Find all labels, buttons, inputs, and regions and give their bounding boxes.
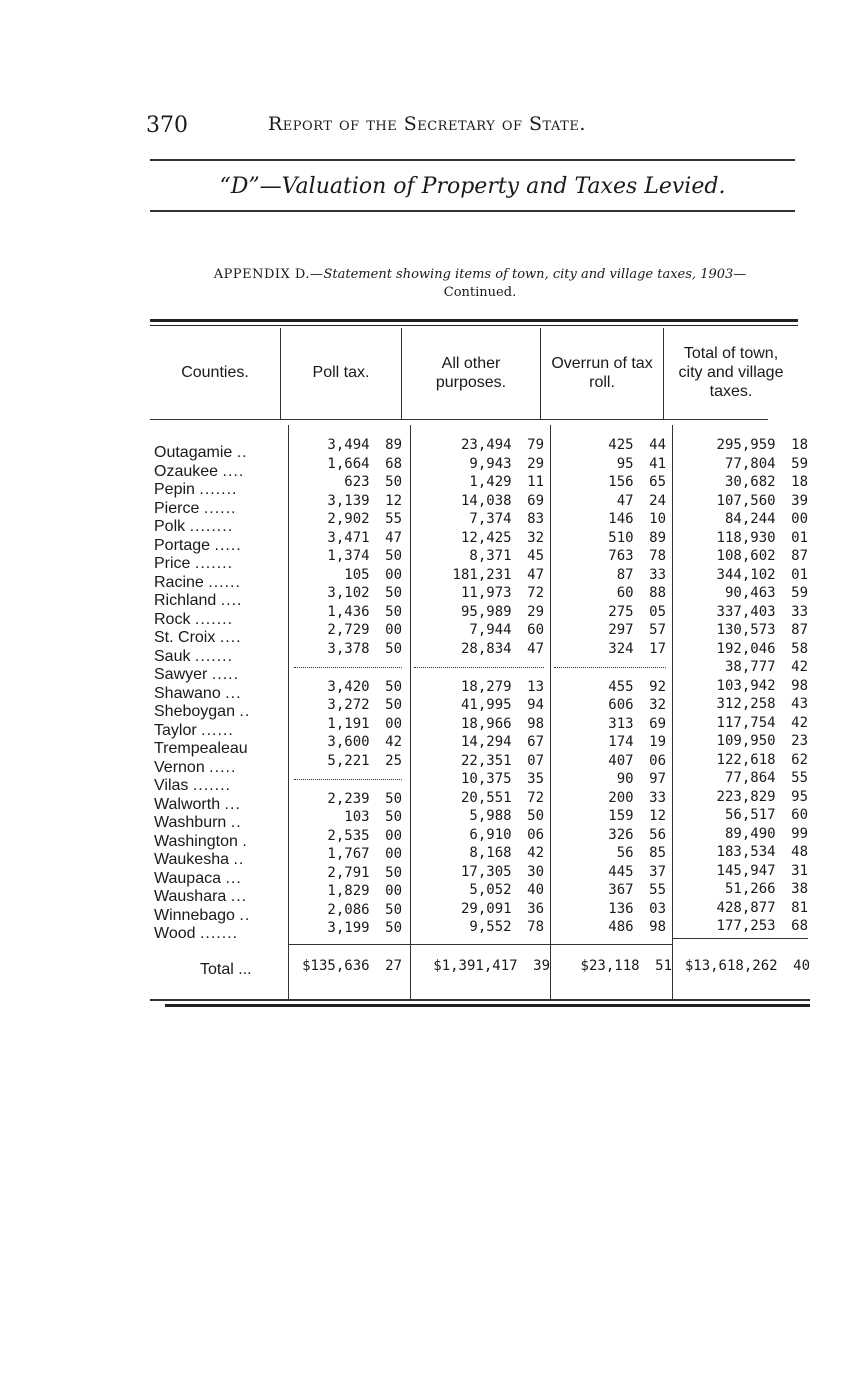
header-underline [541, 419, 663, 420]
total-cell: 177,253 68 [716, 918, 808, 934]
county-name: Sheboygan .. [154, 703, 251, 720]
header-rule-bottom [150, 210, 795, 212]
all-other-cell: 28,834 47 [460, 640, 544, 657]
caption-lead: APPENDIX D.— [213, 267, 324, 282]
county-name: Winnebago .. [154, 906, 251, 924]
poll-tax-cell: 623 50 [344, 474, 402, 490]
county-name: Price ....... [154, 555, 234, 572]
overrun-cell: 200 33 [608, 789, 666, 806]
overrun-cell: 95 41 [616, 455, 666, 472]
county-name: Waukesha .. [154, 851, 245, 868]
total-cell: 183,534 48 [716, 844, 808, 860]
all-other-cell: 1,429 11 [469, 474, 544, 490]
overrun-cell: 606 32 [608, 697, 666, 713]
county-name: Sawyer ..... [154, 666, 240, 683]
poll-tax-cell: 1,829 00 [327, 883, 402, 899]
overrun-cell: 60 88 [616, 585, 666, 601]
county-name: Richland .... [154, 592, 243, 609]
overrun-cell: 407 06 [608, 752, 666, 769]
running-title: Report of the Secretary of State. [268, 113, 586, 135]
table-bottom-rule-thick [165, 1004, 810, 1007]
poll-tax-column [294, 436, 402, 938]
total-grand: $13,618,262 40 [684, 958, 810, 974]
county-name: Taylor ...... [154, 721, 234, 739]
all-other-cell: 9,943 29 [469, 455, 544, 472]
all-other-cell-blank [414, 658, 544, 668]
county-name: Polk ........ [154, 518, 234, 535]
overrun-cell: 324 17 [608, 640, 666, 657]
header-underline [281, 419, 401, 420]
county-name: Racine ...... [154, 573, 241, 591]
total-cell: 51,266 38 [724, 881, 808, 897]
header-underline [150, 419, 280, 420]
total-cell: 122,618 62 [716, 751, 808, 768]
overrun-cell: 47 24 [616, 492, 666, 509]
total-cell: 103,942 98 [716, 677, 808, 694]
header-poll-tax: Poll tax. [312, 364, 370, 381]
all-other-cell: 29,091 36 [460, 900, 544, 917]
overrun-cell-blank [554, 658, 666, 668]
poll-tax-cell: 3,378 50 [327, 640, 402, 657]
total-cell: 30,682 18 [724, 474, 808, 490]
poll-tax-cell: 2,535 00 [327, 827, 402, 844]
page-number: 370 [146, 113, 188, 138]
overrun-cell: 510 89 [608, 529, 666, 546]
county-name: Vilas ....... [154, 777, 231, 794]
county-name: Waushara ... [154, 888, 248, 905]
total-cell: 118,930 01 [716, 529, 808, 546]
county-name: St. Croix .... [154, 629, 242, 646]
poll-tax-cell: 3,199 50 [327, 920, 402, 936]
total-label: Total ... [200, 961, 252, 978]
poll-tax-cell: 1,664 68 [327, 455, 402, 472]
county-name: Portage ..... [154, 536, 242, 554]
all-other-cell: 8,168 42 [469, 845, 544, 861]
overrun-cell: 425 44 [608, 437, 666, 453]
overrun-cell: 297 57 [608, 622, 666, 638]
table-top-rule [150, 319, 798, 322]
total-cell: 38,777 42 [724, 659, 808, 675]
total-cell: 56,517 60 [724, 807, 808, 823]
total-cell: 109,950 23 [716, 733, 808, 749]
all-other-cell: 181,231 47 [452, 566, 544, 583]
all-other-cell: 12,425 32 [460, 529, 544, 546]
overrun-cell: 313 69 [608, 715, 666, 732]
all-other-cell: 14,294 67 [460, 734, 544, 750]
all-other-cell: 17,305 30 [460, 863, 544, 880]
county-name: Pepin ....... [154, 481, 238, 498]
county-name: Sauk ....... [154, 647, 234, 665]
header-underline [402, 419, 540, 420]
poll-tax-cell: 105 00 [344, 566, 402, 583]
county-name: Pierce ...... [154, 499, 237, 517]
all-other-cell: 18,279 13 [460, 678, 544, 695]
county-name: Ozaukee .... [154, 462, 245, 480]
poll-tax-cell: 103 50 [344, 809, 402, 825]
county-name: Washburn .. [154, 814, 242, 831]
total-cell: 130,573 87 [716, 622, 808, 638]
column-divider [550, 425, 551, 1000]
total-cell: 84,244 00 [724, 511, 808, 527]
poll-tax-cell: 3,471 47 [327, 529, 402, 546]
overrun-cell: 174 19 [608, 734, 666, 750]
overrun-cell: 90 97 [616, 771, 666, 787]
total-cell: 312,258 43 [716, 696, 808, 712]
total-column [676, 436, 808, 936]
county-name: Waupaca ... [154, 869, 242, 887]
poll-tax-cell: 2,239 50 [327, 790, 402, 807]
poll-tax-cell: 1,191 00 [327, 715, 402, 732]
total-cell: 337,403 33 [716, 603, 808, 620]
county-name: Walworth ... [154, 795, 241, 813]
overrun-cell: 367 55 [608, 882, 666, 898]
total-cell: 107,560 39 [716, 492, 808, 509]
poll-tax-cell: 2,791 50 [327, 864, 402, 881]
column-divider [288, 425, 289, 1000]
total-cell: 145,947 31 [716, 862, 808, 879]
overrun-cell: 763 78 [608, 548, 666, 564]
all-other-cell: 7,374 83 [469, 511, 544, 527]
poll-tax-cell: 3,102 50 [327, 585, 402, 601]
county-name: Outagamie .. [154, 444, 248, 461]
caption-italic: Statement showing items of town, city and village taxes, 1903— [323, 267, 747, 282]
overrun-cell: 326 56 [608, 826, 666, 843]
column-divider [280, 328, 281, 420]
all-other-cell: 5,988 50 [469, 808, 544, 824]
overrun-cell: 275 05 [608, 603, 666, 620]
all-other-cell: 11,973 72 [460, 585, 544, 601]
all-other-cell: 5,052 40 [469, 882, 544, 898]
total-overrun: $23,118 51 [580, 958, 672, 974]
header-all-other: All other purposes. [435, 354, 507, 391]
total-cell: 77,864 55 [724, 770, 808, 786]
overrun-cell: 136 03 [608, 900, 666, 917]
all-other-cell: 14,038 69 [460, 492, 544, 509]
header-underline [664, 419, 768, 420]
all-other-cell: 18,966 98 [460, 715, 544, 732]
poll-tax-cell: 2,729 00 [327, 622, 402, 638]
overrun-column [554, 436, 666, 937]
header-counties: Counties. [181, 364, 249, 381]
overrun-cell: 486 98 [608, 919, 666, 935]
poll-tax-cell: 3,494 89 [327, 437, 402, 453]
all-other-cell: 6,910 06 [469, 826, 544, 843]
total-cell: 89,490 99 [724, 825, 808, 842]
poll-tax-cell: 5,221 25 [327, 752, 402, 769]
column-divider [401, 328, 402, 420]
counties-column [154, 444, 250, 944]
caption-continued: Continued. [443, 285, 517, 300]
total-cell: 428,877 81 [716, 899, 808, 916]
total-cell: 223,829 95 [716, 788, 808, 805]
all-other-cell: 10,375 35 [460, 771, 544, 787]
poll-tax-cell-blank [294, 658, 402, 668]
column-divider [672, 425, 673, 1000]
county-name: Vernon ..... [154, 758, 237, 776]
section-title: “D”—Valuation of Property and Taxes Levied. [219, 174, 726, 199]
table-bottom-rule [150, 999, 810, 1001]
overrun-cell: 159 12 [608, 808, 666, 824]
total-cell: 108,602 87 [716, 548, 808, 564]
total-poll-tax: $135,636 27 [302, 958, 402, 974]
poll-tax-cell: 2,086 50 [327, 901, 402, 918]
header-overrun: Overrun of tax roll. [551, 354, 653, 391]
overrun-cell: 156 65 [608, 474, 666, 490]
poll-tax-cell: 3,600 42 [327, 734, 402, 750]
all-other-cell: 22,351 07 [460, 752, 544, 769]
total-cell: 117,754 42 [716, 714, 808, 731]
header-rule-top [150, 159, 795, 161]
total-rule [288, 944, 410, 945]
all-other-cell: 41,995 94 [460, 697, 544, 713]
all-other-cell: 8,371 45 [469, 548, 544, 564]
poll-tax-cell: 1,374 50 [327, 548, 402, 564]
column-divider [410, 425, 411, 1000]
total-cell: 192,046 58 [716, 640, 808, 657]
column-divider [540, 328, 541, 420]
poll-tax-cell: 3,139 12 [327, 492, 402, 509]
header-total: Total of town, city and village taxes. [678, 345, 784, 400]
all-other-cell: 95,989 29 [460, 603, 544, 620]
poll-tax-cell: 3,272 50 [327, 697, 402, 713]
total-rule [550, 944, 672, 945]
overrun-cell: 56 85 [616, 845, 666, 861]
overrun-cell: 445 37 [608, 863, 666, 880]
all-other-column [414, 436, 544, 937]
overrun-cell: 87 33 [616, 566, 666, 583]
all-other-cell: 9,552 78 [469, 919, 544, 935]
poll-tax-cell: 1,436 50 [327, 603, 402, 620]
total-cell: 344,102 01 [716, 566, 808, 583]
county-name: Wood ....... [154, 925, 239, 942]
all-other-cell: 7,944 60 [469, 622, 544, 638]
county-name: Rock ....... [154, 610, 234, 628]
overrun-cell: 455 92 [608, 678, 666, 695]
total-cell: 295,959 18 [716, 437, 808, 453]
poll-tax-cell: 2,902 55 [327, 511, 402, 527]
all-other-cell: 20,551 72 [460, 789, 544, 806]
county-name: Shawano ... [154, 684, 242, 702]
total-rule [410, 944, 550, 945]
column-divider [663, 328, 664, 420]
county-name: Trempealeau [154, 740, 248, 757]
total-cell: 90,463 59 [724, 585, 808, 601]
total-cell: 77,804 59 [724, 455, 808, 472]
total-all-other: $1,391,417 39 [433, 958, 550, 974]
table-caption [150, 266, 810, 302]
poll-tax-cell: 3,420 50 [327, 678, 402, 695]
overrun-cell: 146 10 [608, 511, 666, 527]
county-name: Washington . [154, 832, 248, 850]
total-rule [672, 938, 808, 939]
poll-tax-cell-blank [294, 770, 402, 780]
all-other-cell: 23,494 79 [460, 437, 544, 453]
poll-tax-cell: 1,767 00 [327, 846, 402, 862]
